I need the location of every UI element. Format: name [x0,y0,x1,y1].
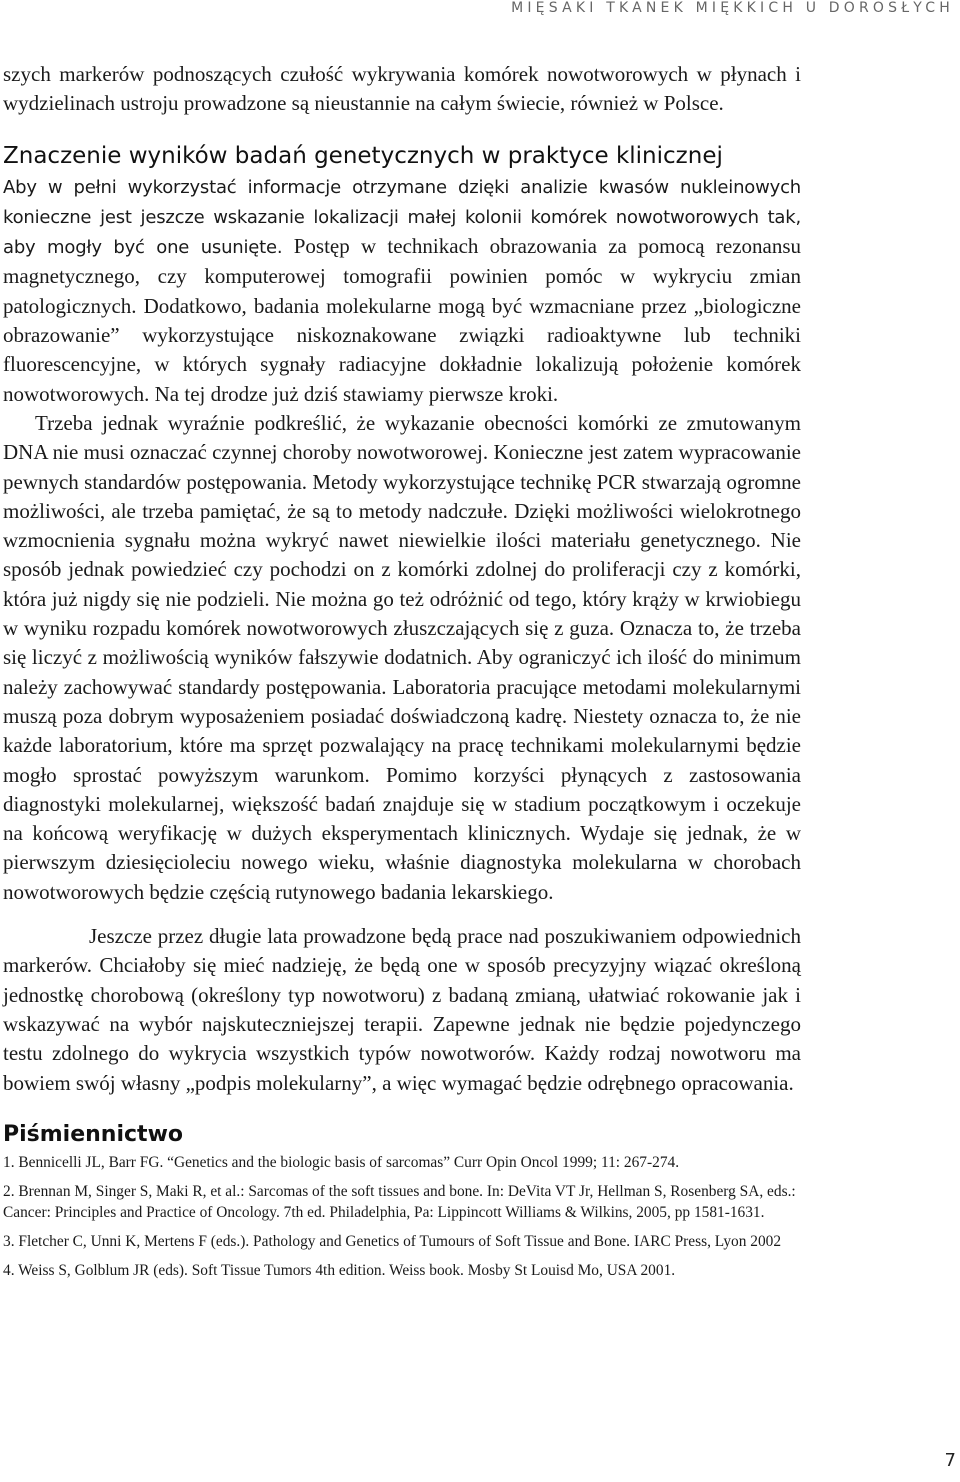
page-number: 7 [944,1450,956,1471]
reference-item: 1. Bennicelli JL, Barr FG. “Genetics and the biologic basis of sarcomas” Curr Opin Oncol 1999; 11: 267-274. [3,1153,680,1171]
reference-item: 3. Fletcher C, Unni K, Mertens F (eds.). Pathology and Genetics of Tumours of Soft Tissue and Bone. IARC Press, Lyon 2002 [3,1232,782,1250]
page-body [3,60,801,1289]
paragraph-pcr: Trzeba jednak wyraźnie podkreślić, że wykazanie obecności komórki ze zmutowanym DNA nie musi oznaczać czynnej choroby nowotworowej. Konieczne jest zatem wypracowanie pewnych standardów postępowania. Metody wykorzystujące technikę PCR stwarzają ogromne możliwości, ale trzeba pamiętać, że są to metody nadczułe. Dzięki możliwości wielokrotnego wzmocnienia sygnału można wykryć nawet niewielkie ilości materiału genetycznego. Nie sposób jednak powiedzieć czy pochodzi on z komórki zdolnej do proliferacji czy z komórki, która już nigdy się nie podzieli. Nie można go też odróżnić od tego, który krąży w krwiobiegu w wyniku rozpadu komórek nowotworowych złuszczających się z guza. Oznacza to, że trzeba się liczyć z możliwością wyników fałszywie dodatnich. Aby ograniczyć ich ilość do minimum należy zachowywać standardy postępowania. Laboratoria pracujące metodami molekularnymi muszą poza dobrym wyposażeniem posiadać doświadczoną kadrę. Niestety oznacza to, że nie każde laboratorium, które ma sprzęt pozwalający na pracę technikami molekularnymi będzie mogło sprostać powyższym warunkom. Pomimo korzyści płynących z zastosowania diagnostyki molekularnej, większość badań znajduje się w stadium początkowym i oczekuje na końcową weryfikację w dużych eksperymentach klinicznych. Wydaje się jednak, że w pierwszym dziesięcioleciu nowego wieku, właśnie diagnostyka molekularna w chorobach nowotworowych będzie częścią rutynowego badania lekarskiego. [3,410,801,904]
section-title: Znaczenie wyników badań genetycznych w praktyce klinicznej [3,142,723,169]
references-list [3,1152,801,1281]
running-header: MIĘSAKI TKANEK MIĘKKICH U DOROSŁYCH [511,0,954,16]
section-lead-paragraph [3,172,801,409]
reference-item: 2. Brennan M, Singer S, Maki R, et al.: Sarcomas of the soft tissues and bone. In: DeVita VT Jr, Hellman S, Rosenberg SA, eds.: Cancer: Principles and Practice of Oncology. 7th ed. Philadelphia, Pa: Lippincott Williams & Wilkins, 2005, pp 1581-1631. [3,1182,796,1221]
paragraph-markers: Jeszcze przez długie lata prowadzone będą prace nad poszukiwaniem odpowiednich markerów. Chciałoby się mieć nadzieję, że będą one w sposób precyzyjny wiązać określoną jednostkę chorobową (określony typ nowotworu) z badaną zmianą, ułatwiać rokowanie jak i wskazywać na wybór najskuteczniejszej terapii. Zapewne jednak nie będzie pojedynczego testu zdolnego do wykrycia wszystkich typów nowotworów. Każdy rodzaj nowotworu ma bowiem swój własny „podpis molekularny”, a więc wymagać będzie odrębnego opracowania. [3,924,801,1095]
reference-item: 4. Weiss S, Golblum JR (eds). Soft Tissue Tumors 4th edition. Weiss book. Mosby St Louisd Mo, USA 2001. [3,1261,676,1279]
intro-paragraph: szych markerów podnoszących czułość wykrywania komórek nowotworowych w płynach i wydzielinach ustroju prowadzone są nieustannie na całym świecie, również w Polsce. [3,62,801,116]
section-lead-rest-text: Postęp w technikach obrazowania za pomocą rezonansu magnetycznego, czy komputerowej tomografii powinien pomóc w wykryciu zmian patologicznych. Dodatkowo, badania molekularne mogą być wzmacniane przez „biologiczne obrazowanie” wykorzystujące niskoznakowane związki radioaktywne lub techniki fluorescencyjne, w których sygnały radiacyjne dokładnie lokalizują położenie komórek nowotworowych. Na tej drodze już dziś stawiamy pierwsze kroki. [3,234,802,406]
references-title: Piśmiennictwo [3,1121,184,1147]
section-lead-sans-text: Aby w pełni wykorzystać informacje otrzymane dzięki analizie kwasów nukleinowych konieczne jest jeszcze wskazanie lokalizacji małej kolonii komórek nowotworowych tak, aby mogły być one usunięte. [3,176,801,259]
